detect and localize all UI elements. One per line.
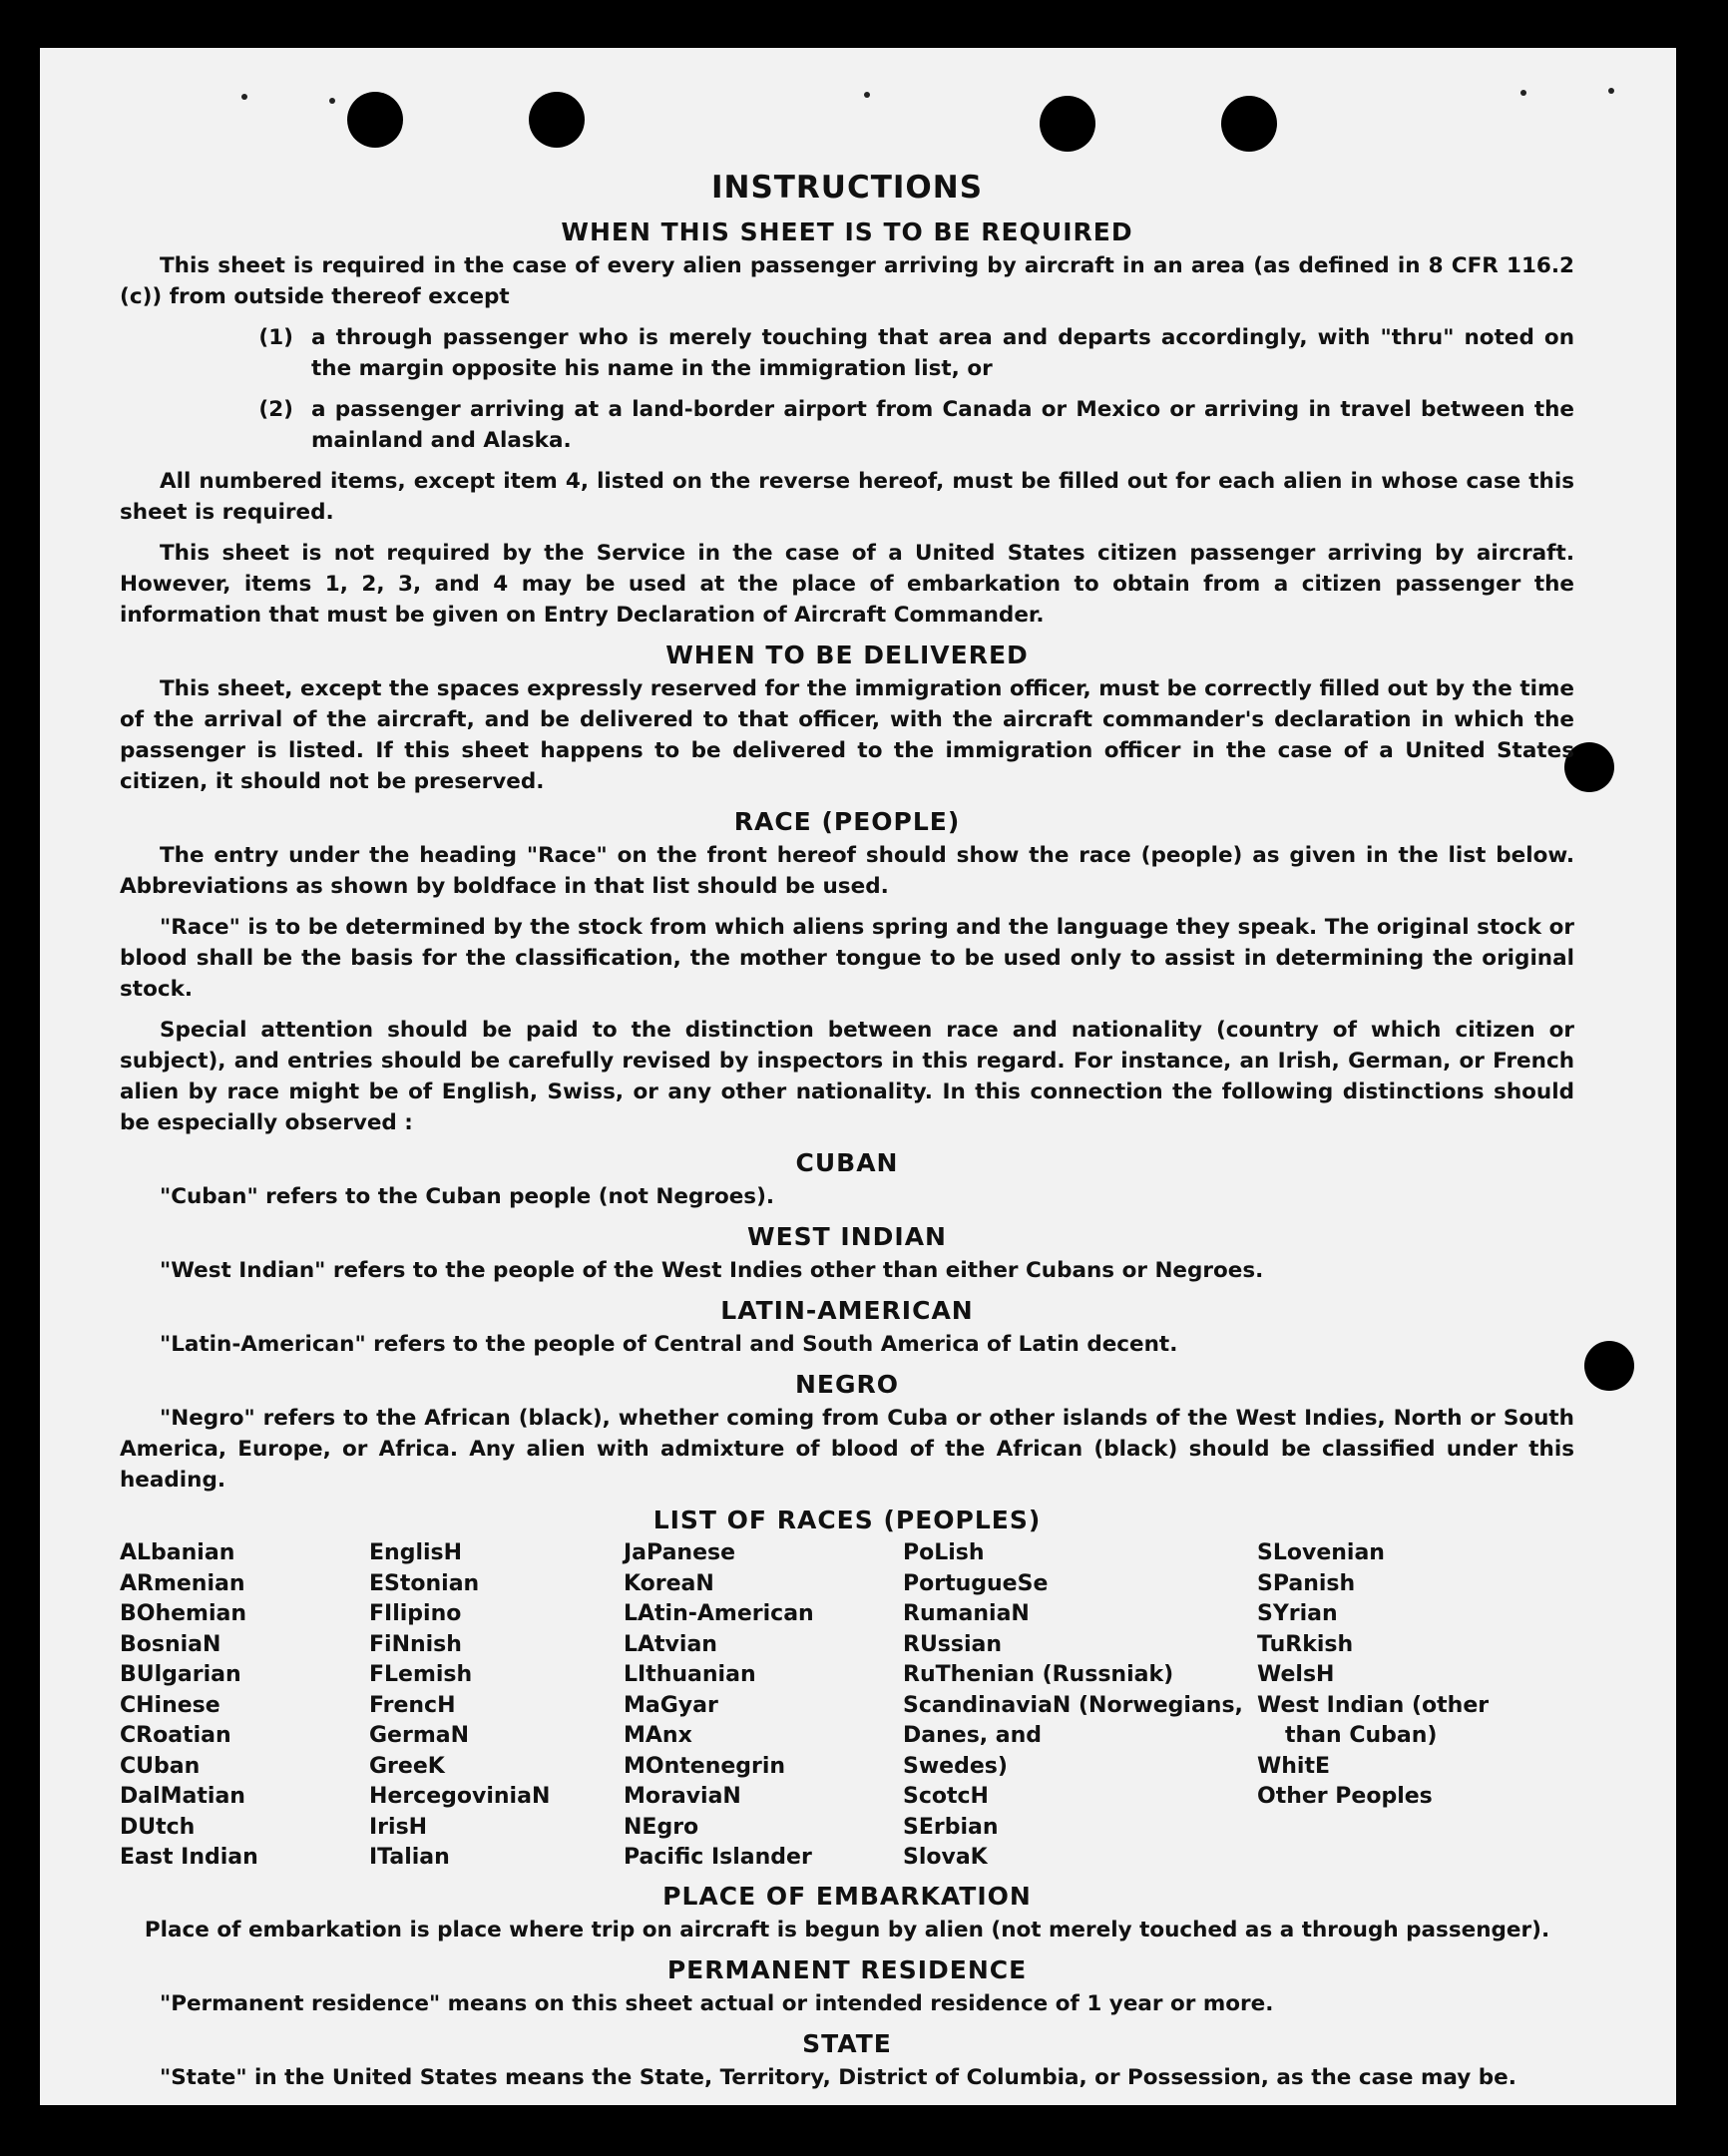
punch-hole-1 [347,92,403,148]
race-entry: RUssian [903,1631,1003,1657]
race-entry: MaGyar [624,1692,718,1718]
punch-hole-3 [1040,96,1095,152]
section-heading-west-indian: WEST INDIAN [747,1222,947,1251]
section-heading-delivered: WHEN TO BE DELIVERED [665,641,1029,669]
race-entry: TuRkish [1257,1631,1354,1657]
race-entry: IrisH [369,1814,428,1840]
race-entry: EStonian [369,1570,480,1596]
race-entry: LAtvian [624,1631,717,1657]
race-entry: ITalian [369,1845,450,1870]
paragraph: This sheet is not required by the Service in the case of a United States citizen passenger arriving by aircraft. However, items 1, 2, 3, and 4 may be used at the place of embarkation to obtain from a citizen passenger the information that must be given on Entry Declaration of Aircraft Commander. [120,541,1574,628]
paragraph: "Cuban" refers to the Cuban people (not Negroes). [160,1184,775,1209]
race-entry: SPanish [1257,1570,1356,1596]
instructions-content [120,170,1574,2103]
section-heading-residence: PERMANENT RESIDENCE [666,1954,1028,1984]
race-entry: FrencH [369,1692,456,1718]
race-entry: SLovenian [1257,1540,1385,1565]
exception-item-2 [120,394,1574,456]
paragraph: "State" in the United States means the State, Territory, District of Columbia, or Possession, as the case may be. [160,2064,1516,2090]
race-entry: ScandinaviaN (Norwegians, [903,1692,1243,1718]
race-entry: Swedes) [903,1753,1008,1779]
race-entry: PoLish [903,1540,985,1565]
race-entry: LIthuanian [624,1662,756,1687]
race-entry: West Indian (other [1257,1692,1490,1718]
race-entry: CRoatian [120,1723,231,1748]
race-list [120,1538,1574,1874]
race-entry: DUtch [120,1814,196,1840]
punch-hole-6 [1584,1341,1634,1391]
race-column-5 [1257,1538,1556,1874]
race-entry: BUlgarian [120,1662,241,1687]
race-entry: KoreaN [624,1570,714,1596]
race-entry: HercegoviniaN [369,1784,551,1809]
race-entry: PortugueSe [903,1570,1049,1596]
race-entry: BOhemian [120,1601,247,1626]
section-heading-negro: NEGRO [794,1370,900,1399]
race-column-3 [624,1538,903,1874]
paragraph: This sheet, except the spaces expressly reserved for the immigration officer, must be correctly filled out by the time of the arrival of the aircraft, and be delivered to that officer, with the aircraft commander's declaration in which the passenger is listed. If this sheet happens to be delivered to the immigration officer in the case of a United States citizen, it should not be preserved. [120,676,1574,794]
section-heading-latin-american: LATIN-AMERICAN [720,1296,974,1325]
page-title: INSTRUCTIONS [710,170,984,206]
race-entry: WhitE [1257,1753,1331,1779]
race-entry: ARmenian [120,1570,245,1596]
item-number: (2) [258,397,293,422]
race-entry: EnglisH [369,1540,463,1565]
paragraph: "Negro" refers to the African (black), whether coming from Cuba or other islands of the West Indies, North or South America, Europe, or Africa. Any alien with admixture of blood of the African (black) should be classified under this heading. [120,1406,1574,1493]
paragraph: Place of embarkation is place where trip on aircraft is begun by alien (not merely touched as a through passenger). [144,1917,1550,1942]
race-entry: GreeK [369,1753,445,1779]
section-heading-embarkation: PLACE OF EMBARKATION [662,1881,1032,1911]
race-entry: MAnx [624,1723,692,1748]
race-entry: RuThenian (Russniak) [903,1662,1174,1687]
race-entry: CUban [120,1753,201,1779]
race-entry: SYrian [1257,1601,1338,1626]
speck [241,94,247,100]
race-column-2 [369,1538,624,1874]
section-heading-list-of-races: LIST OF RACES (PEOPLES) [652,1506,1042,1534]
race-entry: Danes, and [903,1723,1043,1748]
race-entry: East Indian [120,1845,258,1870]
item-number: (1) [258,325,293,350]
race-entry: ScotcH [903,1784,989,1809]
race-entry: Other Peoples [1257,1784,1433,1809]
section-heading-required: WHEN THIS SHEET IS TO BE REQUIRED [561,217,1133,246]
paragraph: "Latin-American" refers to the people of Central and South America of Latin decent. [160,1332,1178,1357]
race-entry: JaPanese [624,1540,736,1565]
paragraph: The entry under the heading "Race" on the front hereof should show the race (people) as given in the list below. Abbreviations as shown by boldface in that list should be used. [120,843,1574,899]
race-entry: LAtin-American [624,1601,814,1626]
paragraph: Special attention should be paid to the distinction between race and nationality (country of which citizen or subject), and entries should be carefully revised by inspectors in this regard. For instance, an Irish, German, or French alien by race might be of English, Swiss, or any other nationality. In this connection the following distinctions should be especially observed : [120,1018,1574,1135]
race-entry: Pacific Islander [624,1845,812,1870]
race-entry: ALbanian [120,1540,235,1565]
speck [864,92,870,98]
race-entry: MoraviaN [624,1784,741,1809]
race-entry: MOntenegrin [624,1753,786,1779]
speck [1520,90,1526,96]
race-entry: DalMatian [120,1784,245,1809]
paragraph: "West Indian" refers to the people of the West Indies other than either Cubans or Negroes. [160,1258,1264,1283]
race-entry: CHinese [120,1692,220,1718]
speck [1608,88,1614,94]
race-entry: NEgro [624,1814,699,1840]
paragraph: "Race" is to be determined by the stock from which aliens spring and the language they speak. The original stock or blood shall be the basis for the classification, the mother tongue to be used only to assist in determining the original stock. [120,915,1574,1002]
race-column-4 [903,1538,1257,1874]
race-entry: RumaniaN [903,1601,1030,1626]
race-entry: SlovaK [903,1845,988,1870]
race-entry: FiNnish [369,1631,462,1657]
race-entry: FIlipino [369,1601,462,1626]
race-entry: WelsH [1257,1662,1335,1687]
item-text: a passenger arriving at a land-border airport from Canada or Mexico or arriving in travel between the mainland and Alaska. [311,397,1574,453]
race-entry: BosniaN [120,1631,221,1657]
section-heading-race: RACE (PEOPLE) [733,807,961,836]
paragraph: All numbered items, except item 4, listed on the reverse hereof, must be filled out for each alien in whose case this sheet is required. [120,469,1574,525]
punch-hole-2 [529,92,585,148]
section-heading-state: STATE [802,2028,892,2058]
race-entry: GermaN [369,1723,470,1748]
paragraph: This sheet is required in the case of every alien passenger arriving by aircraft in an area (as defined in 8 CFR 116.2 (c)) from outside thereof except [120,253,1574,309]
item-text: a through passenger who is merely touching that area and departs accordingly, with "thru" noted on the margin opposite his name in the immigration list, or [311,325,1574,381]
race-column-1 [120,1538,369,1874]
section-heading-cuban: CUBAN [795,1148,899,1177]
race-entry: than Cuban) [1285,1723,1438,1748]
exception-item-1 [120,322,1574,384]
paragraph: "Permanent residence" means on this sheet actual or intended residence of 1 year or more. [160,1990,1274,2016]
speck [329,98,335,104]
race-entry: FLemish [369,1662,473,1687]
race-entry: SErbian [903,1814,999,1840]
punch-hole-4 [1221,96,1277,152]
